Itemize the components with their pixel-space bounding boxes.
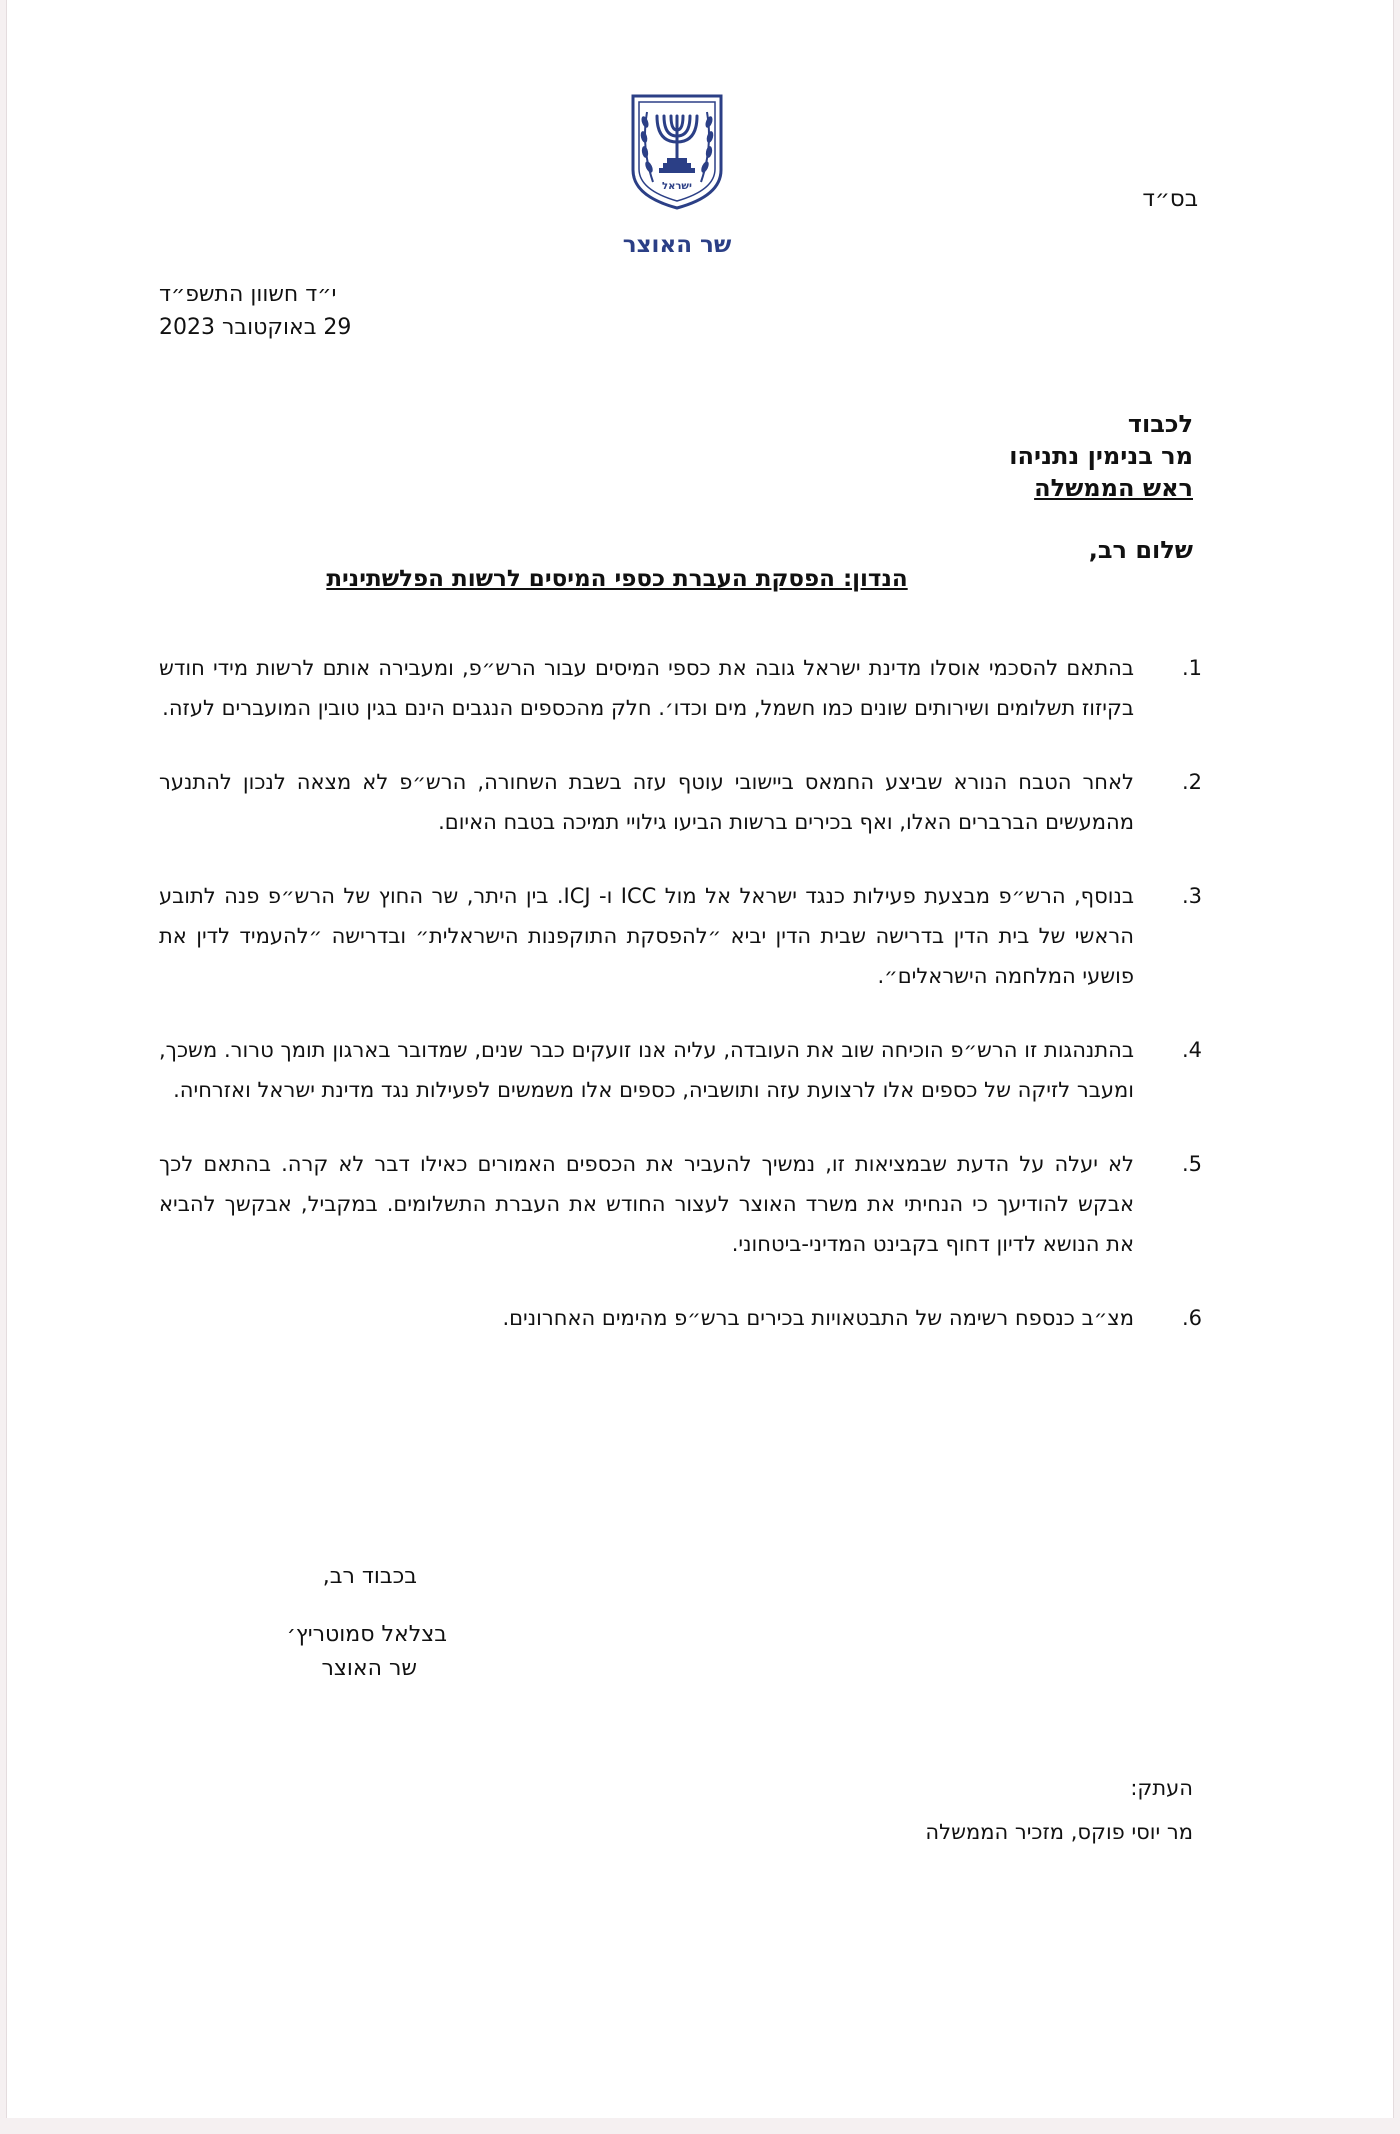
paragraph-number: 1.: [1181, 656, 1202, 680]
paragraph-number: 3.: [1181, 884, 1202, 908]
paragraph-text: בנוסף, הרש״פ מבצעת פעילות כנגד ישראל אל מול ICC ו- ICJ. בין היתר, שר החוץ של הרש״פ פנה לתובע הראשי של בית הדין בדרישה שבית הדין יביא ״להפסקת התוקפנות הישראלית״ ובדרישה ״להעמיד לדין את פושעי המלחמה הישראלים״.: [159, 884, 1135, 988]
paragraph-text: בהתנהגות זו הרש״פ הוכיחה שוב את העובדה, עליה אנו זועקים כבר שנים, שמדובר בארגון תומך טרור. משכך, ומעבר לזיקה של כספים אלו לרצועת עזה ותושביה, כספים אלו משמשים לפעילות נגד מדינת ישראל ואזרחיה.: [159, 1038, 1134, 1102]
recipient-title: ראש הממשלה: [1034, 474, 1193, 502]
paragraph-number: 6.: [1181, 1306, 1202, 1330]
paragraph: [159, 876, 1202, 996]
recipient-name: מר בנימין נתניהו: [1009, 442, 1193, 470]
paragraph-number: 2.: [1181, 770, 1202, 794]
paragraph-text: בהתאם להסכמי אוסלו מדינת ישראל גובה את כספי המיסים עבור הרש״פ, ומעבירה אותם לרשות מידי חודש בקיזוז תשלומים ושירותים שונים כמו חשמל, מים וכדו׳. חלק מהכספים הנגבים הינם בגין טובין המועברים לעזה.: [159, 656, 1134, 720]
svg-text:ישראל: ישראל: [662, 181, 692, 192]
cc-block: [693, 1766, 1193, 1854]
paragraph: [159, 648, 1202, 728]
numbered-paragraphs: [159, 648, 1204, 1372]
recipient-block: [693, 408, 1193, 504]
paragraph-text: לא יעלה על הדעת שבמציאות זו, נמשיך להעביר את הכספים האמורים כאילו דבר לא קרה. בהתאם לכך אבקש להודיעך כי הנחיתי את משרד האוצר לעצור החודש את העברת התשלומים. במקביל, אבקשך להביא את הנושא לדיון דחוף בקבינט המדיני-ביטחוני.: [159, 1152, 1134, 1256]
paragraph-number: 4.: [1181, 1038, 1202, 1062]
hebrew-date: י״ד חשוון התשפ״ד: [159, 282, 337, 307]
recipient-honor: לכבוד: [1127, 410, 1193, 438]
paragraph-text: מצ״ב כנספח רשימה של התבטאויות בכירים ברש״פ מהימים האחרונים.: [502, 1306, 1134, 1330]
signature-name: בצלאל סמוטריץ׳: [286, 1622, 447, 1647]
paragraph: [159, 1298, 1202, 1338]
bsd-header: בס״ד: [1142, 186, 1198, 212]
subject-line: הנדון: הפסקת העברת כספי המיסים לרשות הפלשתינית: [326, 566, 908, 592]
cc-label: העתק:: [1130, 1776, 1193, 1800]
paragraph-number: 5.: [1181, 1152, 1202, 1176]
paragraph: [159, 762, 1202, 842]
signature-block: [247, 1560, 447, 1686]
paragraph: [159, 1144, 1202, 1264]
letter-page: [6, 0, 1394, 2118]
date-block: [159, 278, 419, 344]
signature-title: שר האוצר: [321, 1656, 417, 1681]
gregorian-date: 29 באוקטובר 2023: [159, 315, 352, 340]
ministry-title: שר האוצר: [622, 232, 732, 258]
cc-line: מר יוסי פוקס, מזכיר הממשלה: [925, 1820, 1193, 1844]
signature-closing: בכבוד רב,: [322, 1564, 417, 1589]
state-emblem-icon: [627, 92, 727, 212]
paragraph: [159, 1030, 1202, 1110]
paragraph-text: לאחר הטבח הנורא שביצע החמאס ביישובי עוטף עזה בשבת השחורה, הרש״פ לא מצאה לנכון להתנער מהמעשים הברברים האלו, ואף בכירים ברשות הביעו גילויי תמיכה בטבח האיום.: [159, 770, 1134, 834]
greeting: שלום רב,: [1088, 536, 1193, 564]
